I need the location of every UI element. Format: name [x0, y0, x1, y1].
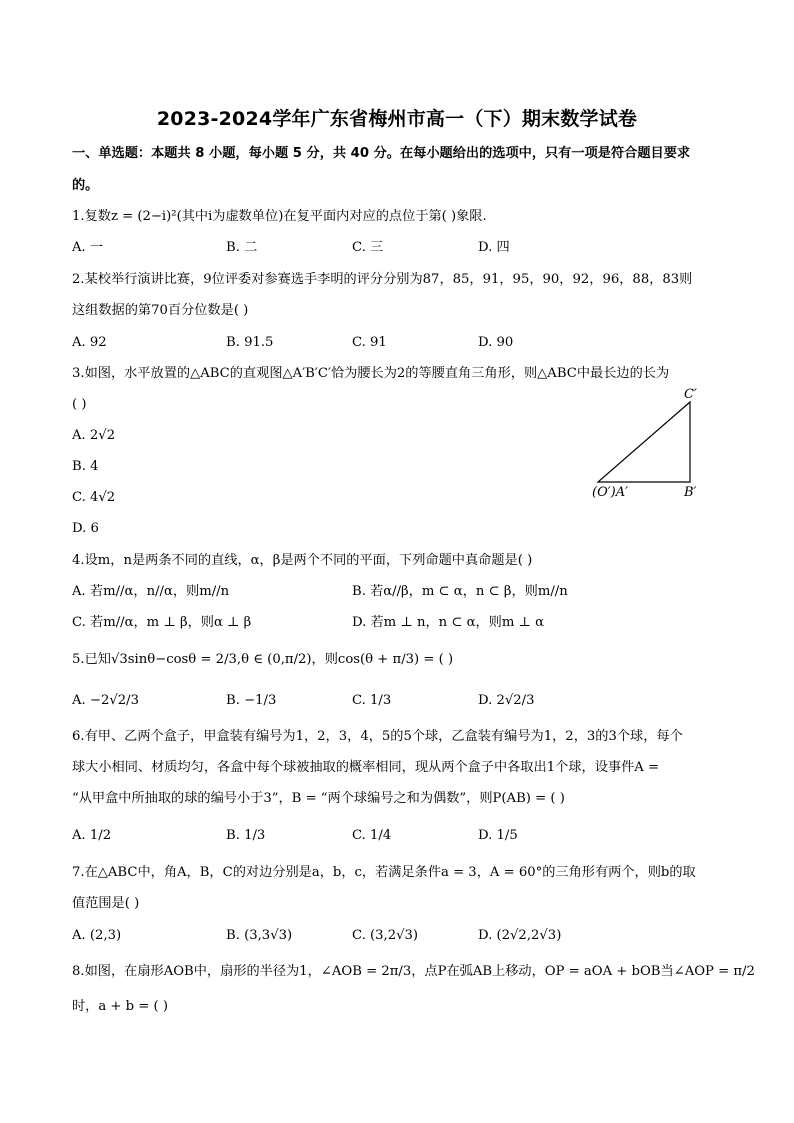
- q7-option-b: B. (3,3√3): [226, 928, 293, 943]
- q3-option-a: A. 2√2: [72, 428, 116, 443]
- q1-option-d: D. 四: [478, 240, 510, 255]
- q3-label-b: B′: [684, 485, 697, 500]
- q4-option-c: C. 若m//α，m ⊥ β，则α ⊥ β: [72, 615, 252, 630]
- q6-option-a: A. 1/2: [72, 828, 112, 843]
- q1-option-a: A. 一: [72, 240, 104, 255]
- q7-stem-line-2: 值范围是( ): [72, 896, 140, 911]
- q6-option-c: C. 1/4: [352, 828, 392, 843]
- q7-option-a: A. (2,3): [72, 928, 122, 943]
- q6-stem-line-3: “从甲盒中所抽取的球的编号小于3”，B = “两个球编号之和为偶数”，则P(AB) = ( ): [72, 791, 565, 806]
- q3-triangle-shape: [598, 402, 690, 482]
- q7-stem-line-1: 7.在△ABC中，角A，B，C的对边分别是a，b，c，若满足条件a = 3，A = 60°的三角形有两个，则b的取: [72, 865, 696, 880]
- q1-option-b: B. 二: [226, 240, 258, 255]
- q3-label-oa: (O′)A′: [592, 485, 629, 500]
- q7-option-d: D. (2√2,2√3): [478, 928, 562, 943]
- q2-option-b: B. 91.5: [226, 335, 274, 350]
- q1-stem: 1.复数z = (2−i)²(其中i为虚数单位)在复平面内对应的点位于第( )象限.: [72, 209, 487, 224]
- q5-option-a: A. −2√2/3: [72, 693, 139, 708]
- q4-option-a: A. 若m//α，n//α，则m//n: [72, 584, 230, 599]
- q3-triangle-figure: [590, 384, 710, 504]
- q2-option-c: C. 91: [352, 335, 387, 350]
- q3-stem-line-1: 3.如图，水平放置的△ABC的直观图△A′B′C′恰为腰长为2的等腰直角三角形，则△ABC中最长边的长为: [72, 366, 670, 381]
- q2-stem-line-1: 2.某校举行演讲比赛，9位评委对参赛选手李明的评分分别为87，85，91，95，90，92，96，88，83则: [72, 272, 693, 287]
- q2-stem-line-2: 这组数据的第70百分位数是( ): [72, 303, 249, 318]
- q2-option-d: D. 90: [478, 335, 514, 350]
- q6-stem-line-2: 球大小相同、材质均匀，各盒中每个球被抽取的概率相同，现从两个盒子中各取出1个球，设事件A =: [72, 760, 660, 775]
- q3-option-b: B. 4: [72, 459, 99, 474]
- q5-option-b: B. −1/3: [226, 693, 277, 708]
- q5-stem: 5.已知√3sinθ−cosθ = 2/3,θ ∈ (0,π/2)，则cos(θ + π/3) = ( ): [72, 652, 454, 667]
- q7-option-c: C. (3,2√3): [352, 928, 419, 943]
- section-heading-line-2: 的。: [72, 178, 99, 193]
- q6-option-d: D. 1/5: [478, 828, 518, 843]
- q3-label-c: C′: [684, 387, 697, 402]
- q5-option-d: D. 2√2/3: [478, 693, 535, 708]
- q5-option-c: C. 1/3: [352, 693, 392, 708]
- q4-option-b: B. 若α//β，m ⊂ α，n ⊂ β，则m//n: [352, 584, 568, 599]
- q3-stem-line-2: ( ): [72, 397, 87, 412]
- q4-option-d: D. 若m ⊥ n，n ⊂ α，则m ⊥ α: [352, 615, 545, 630]
- section-heading-line-1: 一、单选题：本题共 8 小题，每小题 5 分，共 40 分。在每小题给出的选项中，只有一项是符合题目要求: [72, 146, 691, 161]
- q8-stem-line-2: 时，a + b = ( ): [72, 999, 169, 1014]
- q6-stem-line-1: 6.有甲、乙两个盒子，甲盒装有编号为1，2，3，4，5的5个球，乙盒装有编号为1，2，3的3个球，每个: [72, 729, 683, 744]
- page-title: 2023-2024学年广东省梅州市高一（下）期末数学试卷: [156, 108, 638, 130]
- q8-stem-line-1: 8.如图，在扇形AOB中，扇形的半径为1，∠AOB = 2π/3，点P在弧AB上移动，OP = aOA + bOB当∠AOP = π/2: [72, 964, 755, 979]
- q4-stem: 4.设m，n是两条不同的直线，α，β是两个不同的平面，下列命题中真命题是( ): [72, 553, 533, 568]
- q1-option-c: C. 三: [352, 240, 384, 255]
- q3-option-d: D. 6: [72, 521, 99, 536]
- q3-option-c: C. 4√2: [72, 490, 116, 505]
- q6-option-b: B. 1/3: [226, 828, 266, 843]
- q2-option-a: A. 92: [72, 335, 107, 350]
